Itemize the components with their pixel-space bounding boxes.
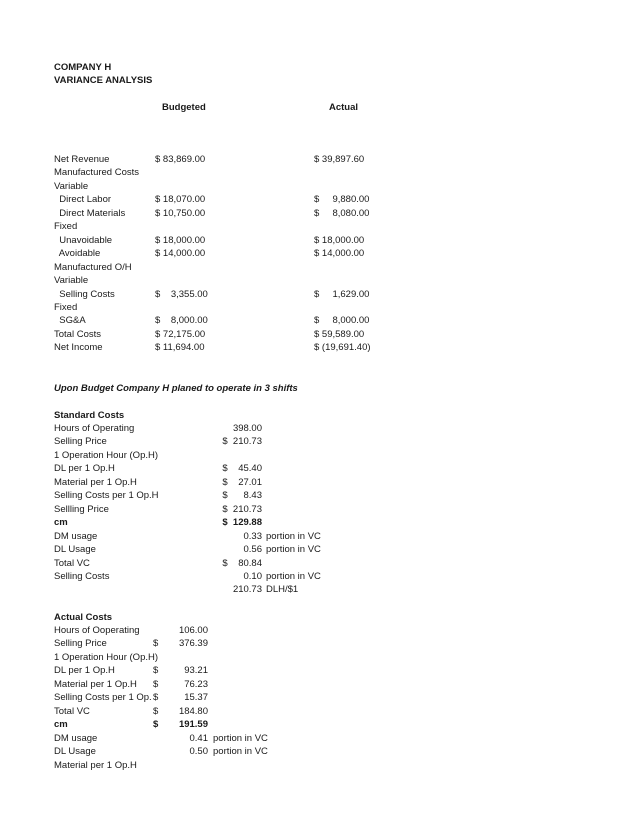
actual-cost-dollar-sign: $ (153, 679, 159, 690)
actual-cost-label: 1 Operation Hour (Op.H) (54, 652, 159, 663)
standard-cost-note: DLH/$1 (266, 584, 299, 595)
variance-row-label: Direct Labor (54, 194, 112, 205)
variance-row-label: Net Income (54, 342, 103, 353)
standard-cost-value: 0.33 (243, 531, 262, 542)
variance-row-actual: $ 39,897.60 (314, 154, 365, 165)
variance-row-label: Variable (54, 181, 89, 192)
standard-cost-label: DL Usage (54, 544, 96, 555)
report-title: VARIANCE ANALYSIS (54, 75, 153, 86)
standard-cost-label: DM usage (54, 531, 98, 542)
variance-row-actual: $ 18,000.00 (314, 235, 365, 246)
actual-cost-value: 15.37 (184, 692, 208, 703)
standard-cost-value: $ 80.84 (222, 558, 262, 569)
actual-cost-label: Material per 1 Op.H (54, 679, 137, 690)
variance-row-budgeted: $ 11,694.00 (155, 342, 205, 353)
variance-row-actual: $ 59,589.00 (314, 329, 365, 340)
actual-cost-value: 376.39 (178, 638, 208, 649)
actual-cost-value: 0.41 (189, 733, 208, 744)
standard-cost-label: 1 Operation Hour (Op.H) (54, 450, 159, 461)
standard-cost-label: Selling Costs per 1 Op.H (54, 490, 159, 501)
variance-row-actual: $ (19,691.40) (314, 342, 371, 353)
variance-row-budgeted: $ 72,175.00 (155, 329, 206, 340)
column-header-budgeted: Budgeted (162, 102, 206, 113)
column-header-actual: Actual (329, 102, 359, 113)
variance-row-budgeted: $ 83,869.00 (155, 154, 206, 165)
variance-row-actual: $ 8,080.00 (314, 208, 370, 219)
variance-row-label: Fixed (54, 302, 78, 313)
standard-cost-label: Sellling Price (54, 504, 109, 515)
actual-cost-dollar-sign: $ (153, 638, 159, 649)
variance-row-label: SG&A (54, 315, 86, 326)
variance-row-actual: $ 9,880.00 (314, 194, 370, 205)
variance-row-budgeted: $ 14,000.00 (155, 248, 206, 259)
variance-row-label: Variable (54, 275, 89, 286)
actual-cost-value: 76.23 (184, 679, 208, 690)
standard-cost-value: 0.10 (243, 571, 262, 582)
standard-costs-heading: Standard Costs (54, 410, 125, 421)
variance-row-label: Fixed (54, 221, 78, 232)
actual-cost-label: DL per 1 Op.H (54, 665, 115, 676)
variance-row-label: Unavoidable (54, 235, 113, 246)
plan-note: Upon Budget Company H planed to operate in 3 shifts (54, 383, 298, 394)
actual-cost-value: 184.80 (178, 706, 208, 717)
variance-row-actual: $ 14,000.00 (314, 248, 365, 259)
standard-cost-value: $ 8.43 (222, 490, 262, 501)
variance-row-label: Selling Costs (54, 289, 115, 300)
standard-cost-note: portion in VC (266, 531, 321, 542)
standard-cost-label: DL per 1 Op.H (54, 463, 115, 474)
standard-cost-note: portion in VC (266, 544, 321, 555)
standard-cost-value: 398.00 (232, 423, 262, 434)
standard-cost-value: 0.56 (243, 544, 262, 555)
variance-row-label: Manufactured O/H (54, 262, 132, 273)
actual-cost-value: 106.00 (178, 625, 208, 636)
standard-cost-note: portion in VC (266, 571, 321, 582)
standard-cost-label: Total VC (54, 558, 90, 569)
standard-cost-value: $ 45.40 (222, 463, 262, 474)
standard-cost-value: $ 129.88 (222, 517, 262, 528)
standard-cost-value: $ 210.73 (222, 504, 262, 515)
actual-cost-label: DL Usage (54, 746, 96, 757)
actual-cost-note: portion in VC (213, 746, 268, 757)
standard-cost-label: Selling Price (54, 436, 107, 447)
variance-row-label: Avoidable (54, 248, 101, 259)
standard-cost-value: $ 210.73 (222, 436, 262, 447)
variance-row-budgeted: $ 3,355.00 (155, 289, 208, 300)
actual-costs-heading: Actual Costs (54, 612, 113, 623)
actual-cost-dollar-sign: $ (153, 665, 159, 676)
variance-row-actual: $ 1,629.00 (314, 289, 370, 300)
actual-cost-label: Selling Costs per 1 Op. (54, 692, 152, 703)
actual-cost-dollar-sign: $ (153, 719, 159, 730)
actual-cost-label: Selling Price (54, 638, 107, 649)
variance-row-label: Direct Materials (54, 208, 126, 219)
actual-cost-label: Material per 1 Op.H (54, 760, 137, 771)
standard-cost-label: Hours of Operating (54, 423, 135, 434)
standard-cost-value: $ 27.01 (222, 477, 262, 488)
company-name: COMPANY H (54, 62, 112, 73)
actual-cost-note: portion in VC (213, 733, 268, 744)
actual-cost-label: Total VC (54, 706, 90, 717)
actual-cost-value: 93.21 (184, 665, 208, 676)
actual-cost-label: DM usage (54, 733, 98, 744)
variance-row-actual: $ 8,000.00 (314, 315, 370, 326)
actual-cost-dollar-sign: $ (153, 706, 159, 717)
standard-cost-value: 210.73 (232, 584, 262, 595)
variance-row-budgeted: $ 18,070.00 (155, 194, 206, 205)
actual-cost-label: cm (54, 719, 68, 730)
standard-cost-label: Material per 1 Op.H (54, 477, 137, 488)
variance-row-budgeted: $ 10,750.00 (155, 208, 206, 219)
standard-cost-label: cm (54, 517, 68, 528)
variance-row-budgeted: $ 18,000.00 (155, 235, 206, 246)
actual-cost-value: 191.59 (178, 719, 208, 730)
variance-row-label: Total Costs (54, 329, 101, 340)
actual-cost-dollar-sign: $ (153, 692, 159, 703)
actual-cost-value: 0.50 (189, 746, 208, 757)
variance-row-label: Net Revenue (54, 154, 110, 165)
standard-cost-label: Selling Costs (54, 571, 110, 582)
variance-row-budgeted: $ 8,000.00 (155, 315, 208, 326)
variance-row-label: Manufactured Costs (54, 167, 140, 178)
actual-cost-label: Hours of Ooperating (54, 625, 140, 636)
